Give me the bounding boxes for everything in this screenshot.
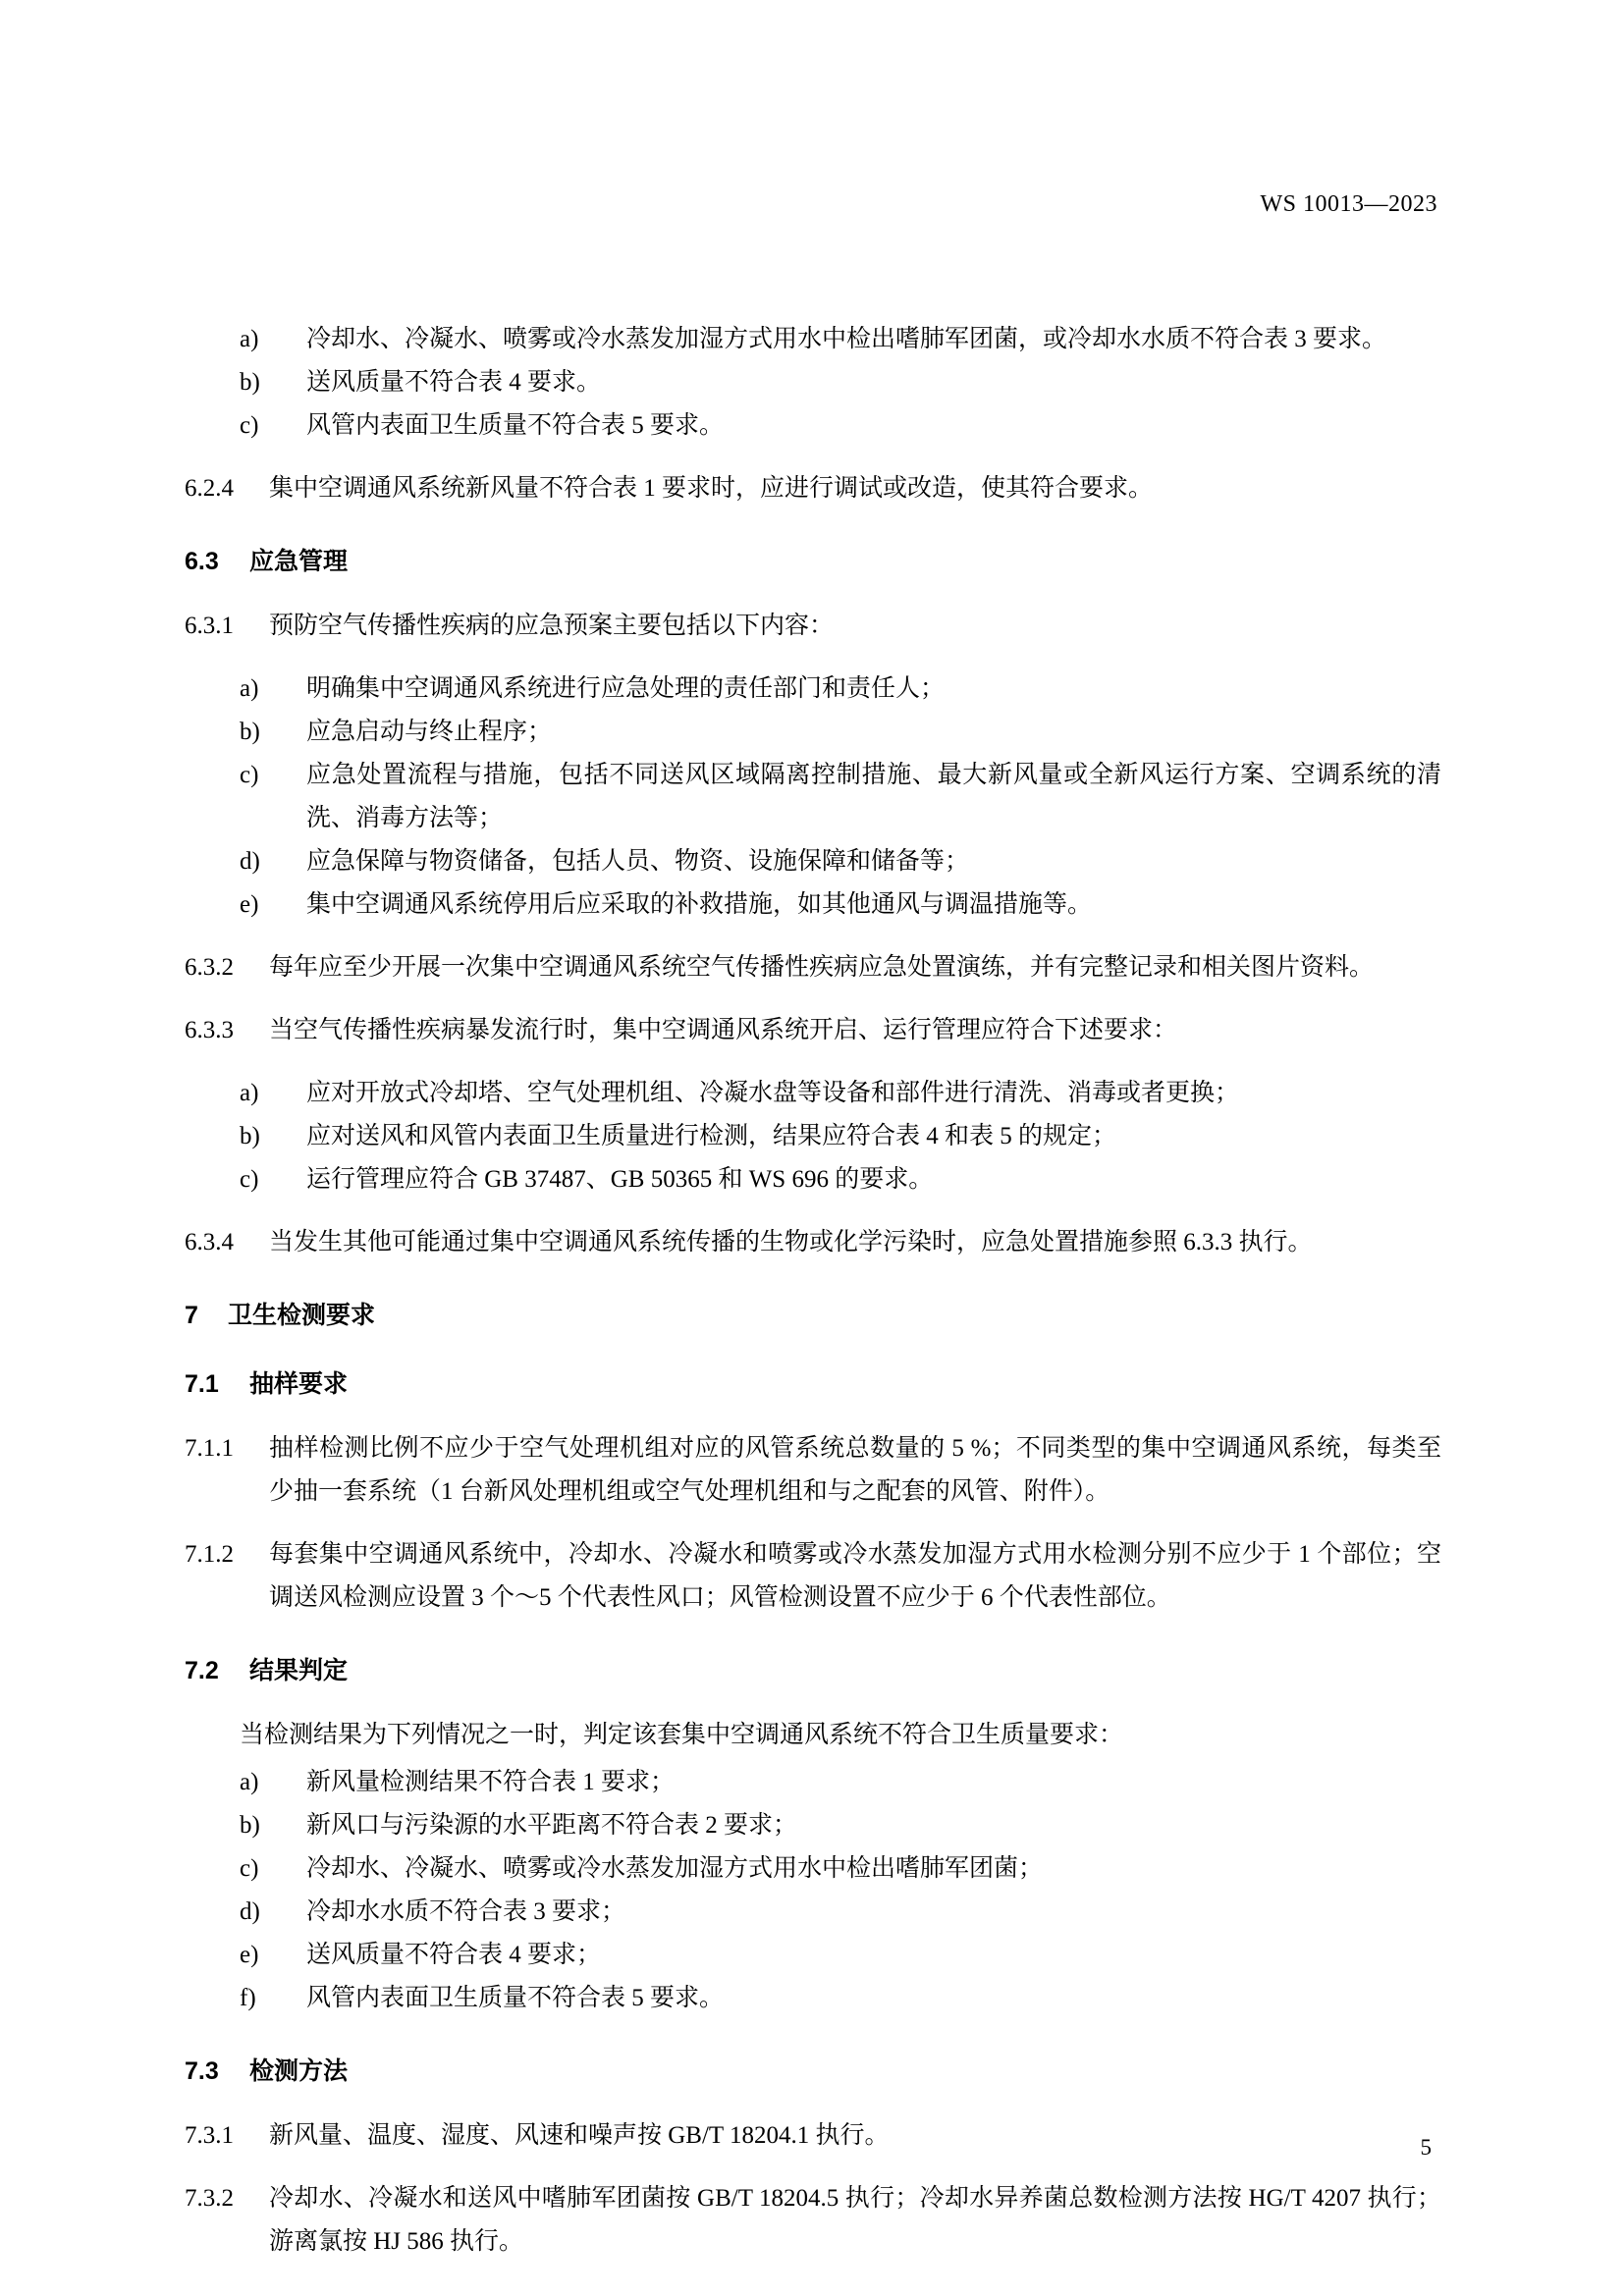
paragraph-number: 6.3.4 <box>185 1229 234 1255</box>
list-633-requirements <box>185 1072 1441 1201</box>
paragraph-text: 当空气传播性疾病暴发流行时，集中空调通风系统开启、运行管理应符合下述要求： <box>269 1017 1178 1043</box>
list-item-label: d) <box>240 1898 260 1925</box>
list-item <box>240 1115 1441 1158</box>
heading-number: 7 <box>185 1302 198 1329</box>
paragraph-text: 集中空调通风系统新风量不符合表 1 要求时，应进行调试或改造，使其符合要求。 <box>269 475 1154 502</box>
heading-title: 应急管理 <box>249 548 349 575</box>
list-item-text: 应急保障与物资储备，包括人员、物资、设施保障和储备等； <box>306 848 970 875</box>
paragraph-number: 7.3.1 <box>185 2122 234 2149</box>
list-item-text: 风管内表面卫生质量不符合表 5 要求。 <box>306 1985 725 2011</box>
paragraph-text: 抽样检测比例不应少于空气处理机组对应的风管系统总数量的 5 %；不同类型的集中空调通风系统，每类至少抽一套系统（1 台新风处理机组或空气处理机组和与之配套的风管、附件）。 <box>269 1435 1441 1505</box>
paragraph-text: 当发生其他可能通过集中空调通风系统传播的生物或化学污染时，应急处置措施参照 6.3.3 执行。 <box>269 1229 1313 1255</box>
heading-7-2 <box>185 1653 1441 1688</box>
list-72-判定条件 <box>185 1761 1441 2020</box>
list-item-text: 应对送风和风管内表面卫生质量进行检测，结果应符合表 4 和表 5 的规定； <box>306 1123 1117 1149</box>
list-item-label: c) <box>240 1855 259 1882</box>
page-number: 5 <box>1420 2135 1432 2160</box>
paragraph-number: 7.1.1 <box>185 1435 234 1462</box>
paragraph-number: 7.3.2 <box>185 2185 234 2212</box>
list-item <box>240 754 1441 840</box>
list-item <box>240 711 1441 754</box>
paragraph-6-2-4 <box>185 467 1441 510</box>
paragraph-7-1-2 <box>185 1533 1441 1620</box>
list-item <box>240 1934 1441 1977</box>
heading-number: 7.1 <box>185 1370 219 1398</box>
list-item-label: e) <box>240 1942 259 1968</box>
list-item-label: c) <box>240 762 259 788</box>
paragraph-text: 冷却水、冷凝水和送风中嗜肺军团菌按 GB/T 18204.5 执行；冷却水异养菌总数检测方法按 HG/T 4207 执行；游离氯按 HJ 586 执行。 <box>269 2185 1441 2255</box>
paragraph-6-3-2 <box>185 946 1441 989</box>
heading-number: 7.2 <box>185 1657 219 1684</box>
list-item-label: b) <box>240 1812 260 1839</box>
paragraph-7-3-2 <box>185 2177 1441 2264</box>
list-item-text: 新风量检测结果不符合表 1 要求； <box>306 1769 676 1795</box>
list-item-text: 送风质量不符合表 4 要求； <box>306 1942 602 1968</box>
paragraph-7-3-1 <box>185 2114 1441 2158</box>
list-item-text: 应急处置流程与措施，包括不同送风区域隔离控制措施、最大新风量或全新风运行方案、空调系统的清洗、消毒方法等； <box>306 762 1441 831</box>
list-item-text: 集中空调通风系统停用后应采取的补救措施，如其他通风与调温措施等。 <box>306 891 1093 918</box>
list-item <box>240 318 1441 361</box>
paragraph-text: 新风量、温度、湿度、风速和噪声按 GB/T 18204.1 执行。 <box>269 2122 890 2149</box>
list-item <box>240 667 1441 711</box>
list-item-label: e) <box>240 891 259 918</box>
heading-7-1 <box>185 1366 1441 1402</box>
heading-number: 6.3 <box>185 548 219 575</box>
paragraph-number: 6.3.2 <box>185 954 234 981</box>
list-item <box>240 1804 1441 1847</box>
paragraph-6-3-1 <box>185 605 1441 648</box>
paragraph-6-3-3 <box>185 1009 1441 1052</box>
list-item-label: c) <box>240 412 259 439</box>
list-item <box>240 883 1441 927</box>
paragraph-6-3-4 <box>185 1221 1441 1264</box>
list-item-text: 新风口与污染源的水平距离不符合表 2 要求； <box>306 1812 798 1839</box>
paragraph-number: 6.2.4 <box>185 475 234 502</box>
list-item <box>240 1847 1441 1891</box>
paragraph-7-1-1 <box>185 1427 1441 1514</box>
list-item-text: 冷却水、冷凝水、喷雾或冷水蒸发加湿方式用水中检出嗜肺军团菌，或冷却水水质不符合表 3 要求。 <box>306 326 1387 352</box>
paragraph-text: 预防空气传播性疾病的应急预案主要包括以下内容： <box>269 613 835 639</box>
list-item-text: 明确集中空调通风系统进行应急处理的责任部门和责任人； <box>306 675 946 702</box>
list-item-label: a) <box>240 675 259 702</box>
list-631-plan-contents <box>185 667 1441 927</box>
paragraph-number: 6.3.1 <box>185 613 234 639</box>
list-item-label: a) <box>240 326 259 352</box>
paragraph-number: 6.3.3 <box>185 1017 234 1043</box>
heading-title: 检测方法 <box>249 2057 349 2085</box>
list-item <box>240 840 1441 883</box>
list-item-text: 送风质量不符合表 4 要求。 <box>306 369 602 396</box>
list-item-text: 冷却水水质不符合表 3 要求； <box>306 1898 626 1925</box>
list-item <box>240 361 1441 404</box>
heading-title: 结果判定 <box>249 1657 349 1684</box>
heading-7-3 <box>185 2054 1441 2089</box>
list-item-text: 风管内表面卫生质量不符合表 5 要求。 <box>306 412 725 439</box>
list-item-label: a) <box>240 1080 259 1106</box>
heading-title: 卫生检测要求 <box>228 1302 376 1329</box>
paragraph-text: 每年应至少开展一次集中空调通风系统空气传播性疾病应急处置演练，并有完整记录和相关图片资料。 <box>269 954 1375 981</box>
paragraph-7-2-lead: 当检测结果为下列情况之一时，判定该套集中空调通风系统不符合卫生质量要求： <box>240 1722 1124 1748</box>
list-item <box>240 1761 1441 1804</box>
list-item-text: 应对开放式冷却塔、空气处理机组、冷凝水盘等设备和部件进行清洗、消毒或者更换； <box>306 1080 1240 1106</box>
list-item-label: b) <box>240 1123 260 1149</box>
paragraph-text: 每套集中空调通风系统中，冷却水、冷凝水和喷雾或冷水蒸发加湿方式用水检测分别不应少于 1 个部位；空调送风检测应设置 3 个～5 个代表性风口；风管检测设置不应少于 6 个代表性部位。 <box>269 1541 1441 1611</box>
list-item <box>240 1977 1441 2020</box>
list-item-text: 运行管理应符合 GB 37487、GB 50365 和 WS 696 的要求。 <box>306 1166 934 1193</box>
list-item-text: 冷却水、冷凝水、喷雾或冷水蒸发加湿方式用水中检出嗜肺军团菌； <box>306 1855 1044 1882</box>
list-item <box>240 1072 1441 1115</box>
list-item-label: d) <box>240 848 260 875</box>
list-item-label: b) <box>240 719 260 745</box>
heading-6-3 <box>185 544 1441 579</box>
list-item-label: c) <box>240 1166 259 1193</box>
list-item <box>240 1158 1441 1201</box>
heading-number: 7.3 <box>185 2057 219 2085</box>
list-item-label: b) <box>240 369 260 396</box>
page-content <box>185 314 1441 2283</box>
heading-7 <box>185 1298 1441 1333</box>
list-item <box>240 404 1441 448</box>
list-item <box>240 1891 1441 1934</box>
section-7-2-body <box>185 1714 1441 1757</box>
list-item-label: f) <box>240 1985 256 2011</box>
paragraph-number: 7.1.2 <box>185 1541 234 1568</box>
list-item-label: a) <box>240 1769 259 1795</box>
heading-title: 抽样要求 <box>249 1370 349 1398</box>
list-item-text: 应急启动与终止程序； <box>306 719 553 745</box>
page-header-standard-code: WS 10013—2023 <box>1260 191 1437 217</box>
list-624-conditions <box>185 318 1441 448</box>
